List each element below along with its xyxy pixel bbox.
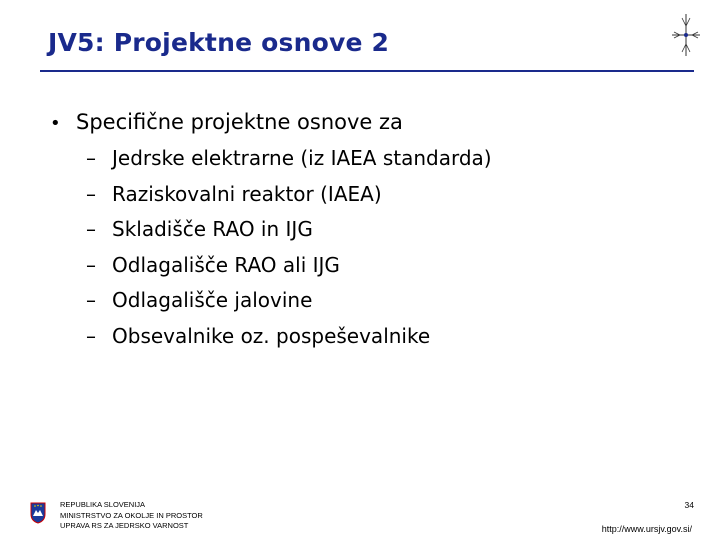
dash-icon: – (86, 217, 96, 241)
bullet-icon: • (50, 113, 61, 134)
main-bullet-text: Specifične projektne osnove za (76, 110, 403, 134)
title-divider (40, 70, 694, 72)
sub-bullet-text: Jedrske elektrarne (iz IAEA standarda) (112, 146, 492, 170)
sub-bullet-text: Skladišče RAO in IJG (112, 217, 313, 241)
sub-bullet-item (86, 217, 492, 253)
sub-bullet-item (86, 253, 492, 289)
sub-bullet-item (86, 324, 492, 360)
sub-bullet-list (86, 146, 492, 359)
sub-bullet-text: Raziskovalni reaktor (IAEA) (112, 181, 382, 206)
footer-line-republic: REPUBLIKA SLOVENIJA (60, 500, 146, 509)
footer-line-ministry: MINISTRSTVO ZA OKOLJE IN PROSTOR (60, 510, 203, 520)
dash-icon: – (86, 181, 96, 206)
sub-bullet-item (86, 288, 492, 324)
dash-icon: – (86, 288, 96, 312)
sub-bullet-text: Odlagališče RAO ali IJG (112, 252, 340, 277)
dash-icon: – (86, 323, 96, 348)
footer-institution (60, 500, 203, 532)
sub-bullet-item (86, 182, 492, 218)
footer-line-administration: UPRAVA RS ZA JEDRSKO VARNOST (60, 521, 189, 530)
page-number: 34 (684, 500, 694, 510)
dash-icon: – (86, 252, 96, 277)
dash-icon: – (86, 146, 96, 170)
footer-url-link[interactable]: http://www.ursjv.gov.si/ (601, 524, 692, 534)
main-bullet (50, 110, 403, 134)
slovenia-coat-of-arms-icon (30, 502, 46, 524)
sub-bullet-text: Obsevalnike oz. pospeševalnike (112, 323, 431, 348)
sub-bullet-text: Odlagališče jalovine (112, 288, 313, 312)
slide-title: JV5: Projektne osnove 2 (48, 28, 390, 57)
ursjv-logo-icon (668, 12, 704, 58)
sub-bullet-item (86, 146, 492, 182)
